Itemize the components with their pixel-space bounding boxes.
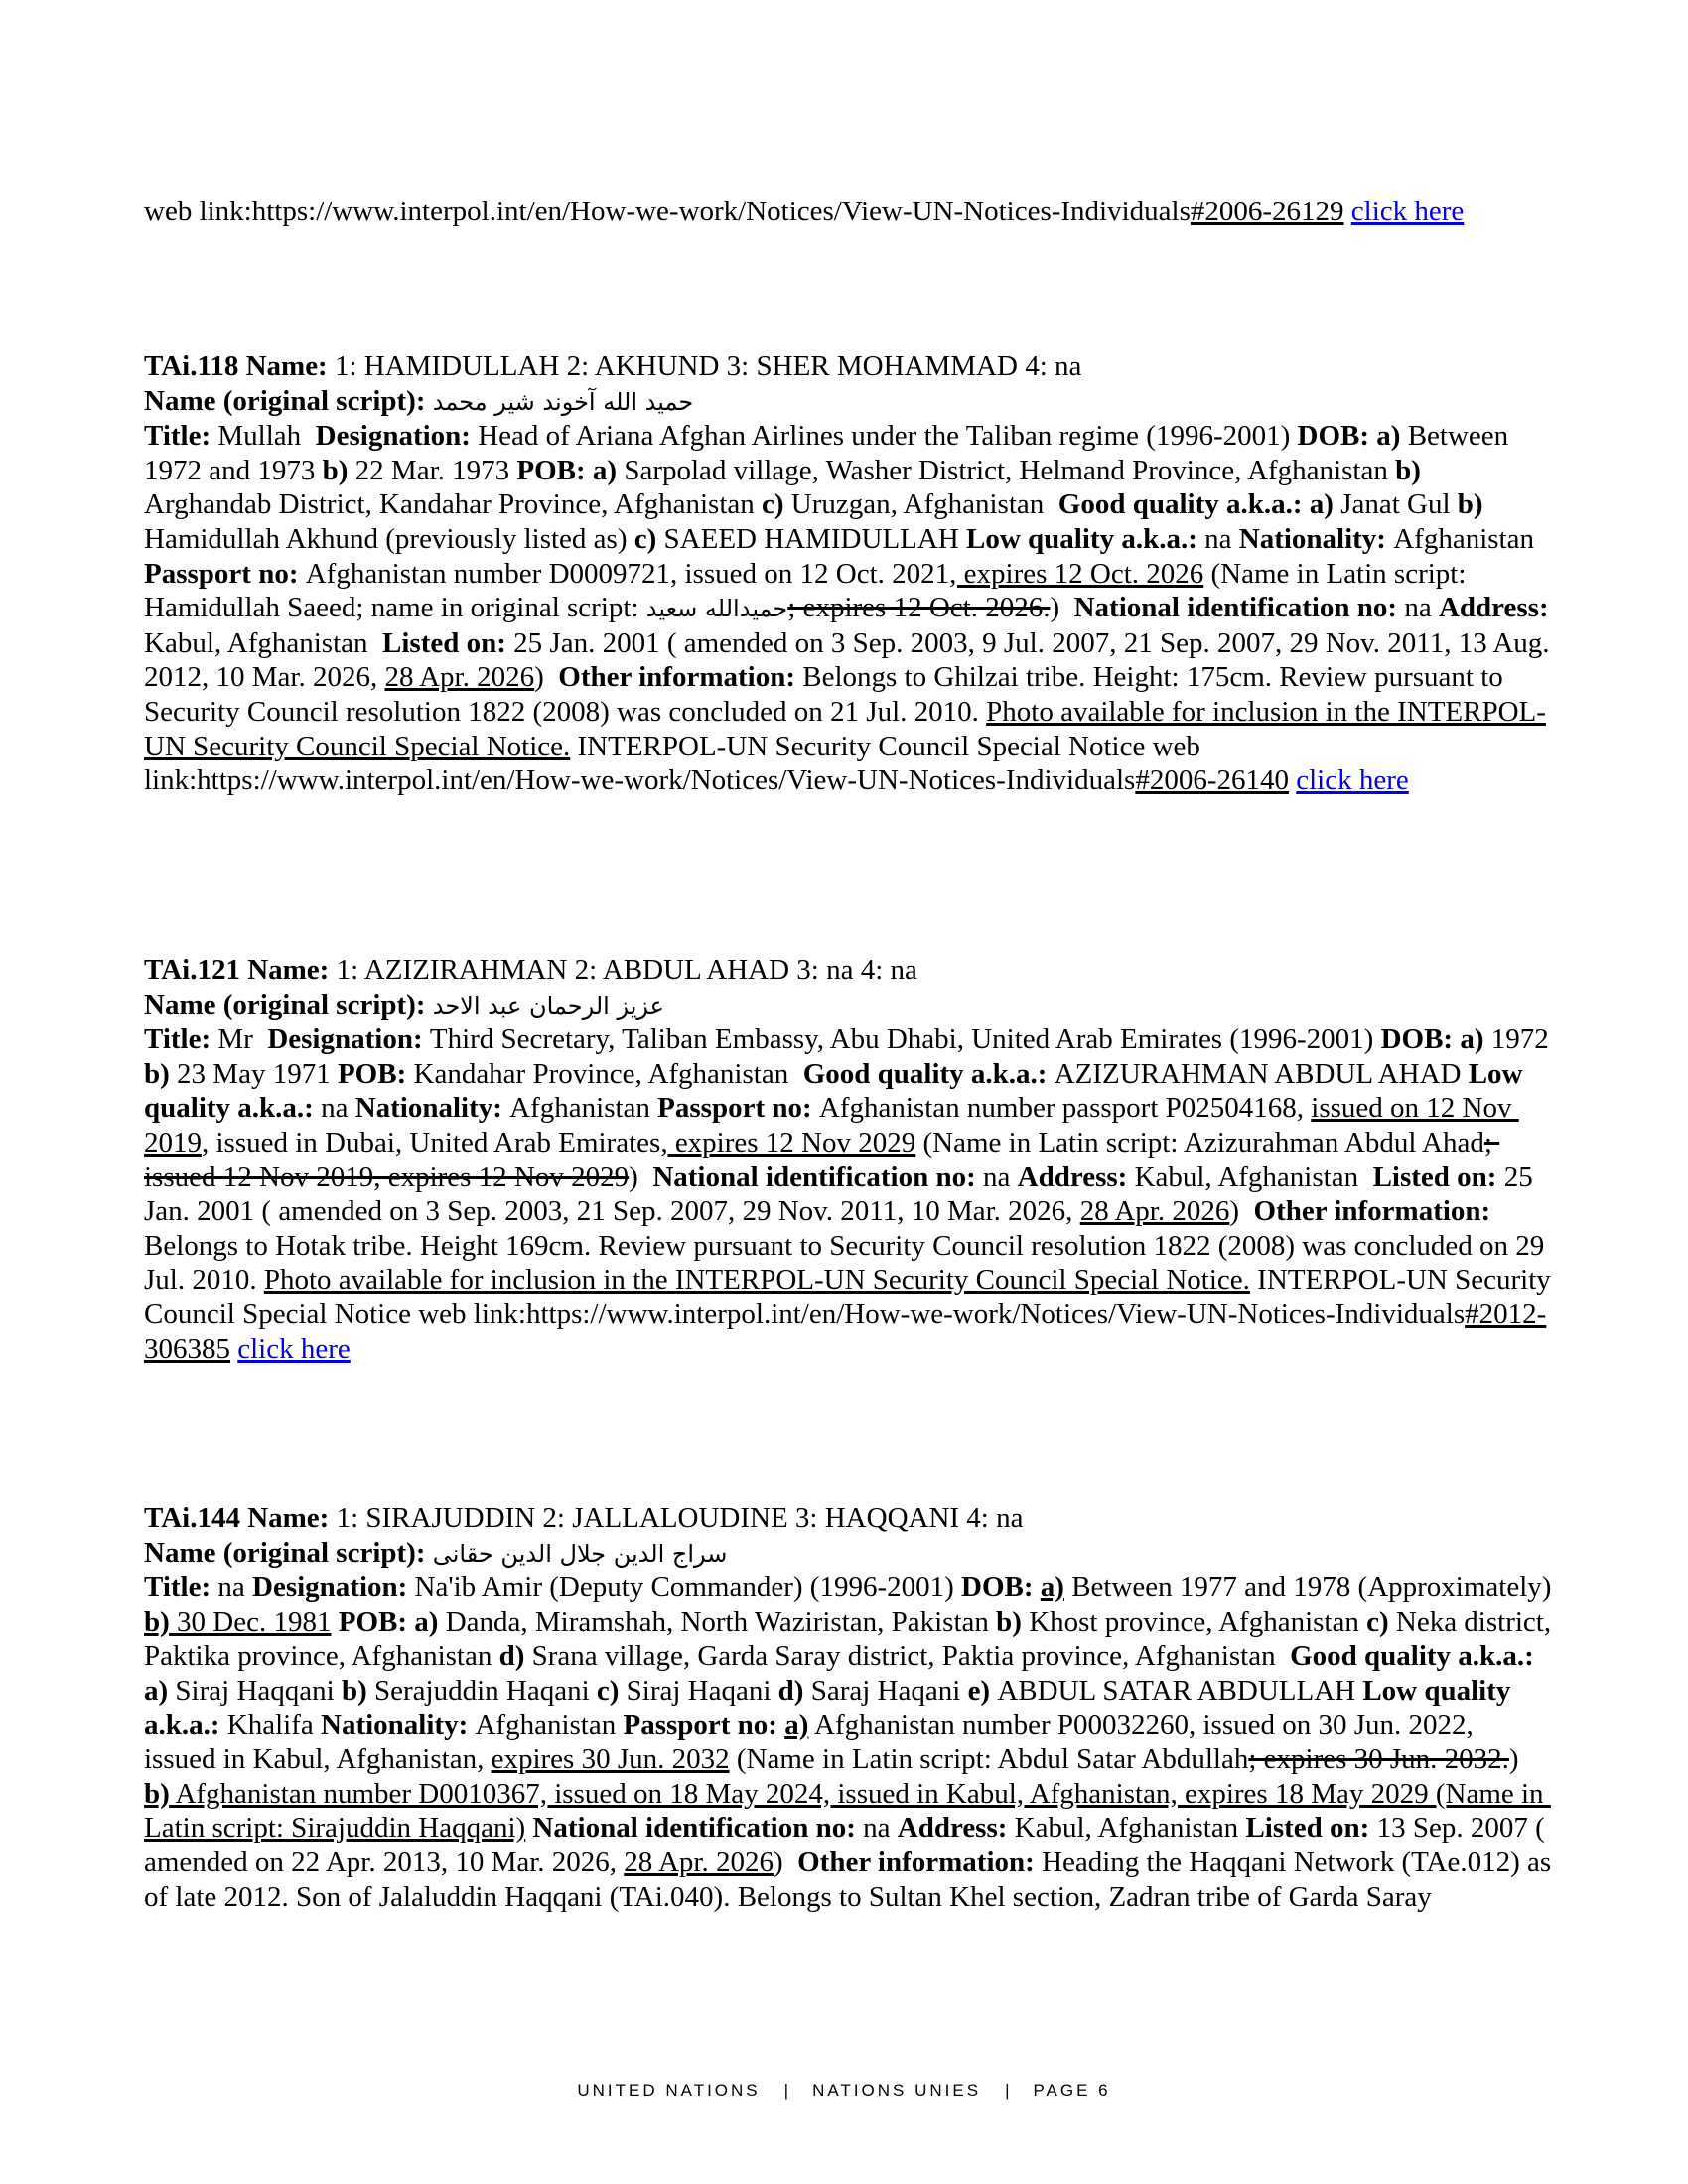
text-run: Address: [897,1812,1015,1844]
text-run: INTERPOL-UN Security Council Special Notice web link:https://www.interpol.int/en/How-we-work/Notices/View-UN-Notices-Individuals [144,1264,1558,1330]
text-run: a) [1040,1571,1064,1604]
click-here-link[interactable]: click here [237,1332,351,1365]
text-run: na [321,1092,355,1125]
text-run: b) [1457,488,1490,521]
text-run: Listed on: [382,626,514,659]
text-run: Name (original script): [144,384,433,417]
arabic-name-text: عزيز الرحمان عبد الاحد [432,991,664,1020]
text-run: b) [144,1605,170,1638]
text-run: Listed on: [1372,1160,1504,1193]
arabic-name-text: حميدالله سعيد [645,595,788,623]
text-run: c) [762,488,791,521]
text-run: Low quality a.k.a.: [144,1057,1530,1125]
text-run: 28 Apr. 2026 [384,661,535,694]
text-run: Good quality a.k.a.: [1057,488,1310,521]
text-run: ABDUL SATAR ABDULLAH [997,1674,1363,1706]
text-run: Kandahar Province, Afghanistan [413,1057,803,1090]
text-run: Between 1972 and 1973 [144,420,1516,486]
text-run: 1: AZIZIRAHMAN 2: ABDUL AHAD 3: na 4: na [336,954,917,986]
text-run: Low quality a.k.a.: [966,522,1205,555]
text-run: Na'ib Amir (Deputy Commander) (1996-2001) [414,1571,962,1604]
text-run: National identification no: [1073,592,1405,624]
text-run: Afghanistan number D0009721, issued on 12 Oct. 2021 [305,557,950,590]
text-run [1344,196,1351,227]
text-run: #2012-306385 [144,1297,1547,1365]
text-run: a) [414,1605,446,1638]
text-run: , expires 12 Nov 2029 [660,1126,916,1159]
text-run: expires 30 Jun. 2032 [491,1743,730,1776]
text-run: a) [1460,1024,1491,1056]
text-run: , expires 12 Oct. 2026 [949,557,1204,590]
text-run: POB: [516,454,593,486]
text-run: Good quality a.k.a.: [802,1057,1055,1090]
click-here-link[interactable]: click here [1350,196,1465,227]
text-run: #2006-26129 [1190,196,1344,227]
text-run: Afghanistan [509,1092,658,1125]
text-run: (Name in Latin script: Azizurahman Abdul Ahad [915,1126,1484,1159]
text-run: 1: HAMIDULLAH 2: AKHUND 3: SHER MOHAMMAD 4: na [334,350,1082,382]
text-run: Siraj Haqqani [175,1674,342,1706]
text-run: Sarpolad village, Washer District, Helmand Province, Afghanistan [624,454,1396,486]
text-run: Head of Ariana Afghan Airlines under the Taliban regime (1996-2001) [478,420,1298,453]
sanctions-entry-tai121 [144,953,1558,1366]
text-run: National identification no: [652,1160,984,1193]
text-run: b) [996,1605,1030,1638]
text-run: na [863,1812,898,1844]
text-run: Nationality: [321,1708,476,1741]
text-run: Title: [144,1024,218,1056]
text-run: a) [592,454,625,486]
intro-continuation-paragraph [144,195,1552,229]
text-run: Other information: [797,1845,1043,1878]
text-run: Designation: [252,1571,415,1604]
text-run: Low quality a.k.a.: [144,1674,1518,1741]
text-run: Between 1977 and 1978 (Approximately) [1063,1571,1559,1604]
arabic-name-text: حميد الله آخوند شير محمد [432,387,694,416]
text-run: d) [498,1640,532,1673]
text-run: b) [1395,454,1429,486]
text-run: na [1204,522,1239,555]
text-run: Passport no: [657,1092,819,1125]
text-run: Title: [144,1571,218,1604]
text-run: 22 Mar. 1973 [354,454,517,486]
text-run: Afghanistan number P00032260, issued on 30 Jun. 2022, issued in Kabul, Afghanistan, [144,1708,1481,1776]
text-run: 1972 [1490,1024,1556,1056]
text-run: Belongs to Hotak tribe. Height 169cm. Review pursuant to Security Council resolution 1822 (2008) was concluded on 29 Jul. 2010. [144,1229,1552,1297]
text-run: Khost province, Afghanistan [1029,1605,1367,1638]
text-run: 25 Jan. 2001 ( amended on 3 Sep. 2003, 9 Jul. 2007, 21 Sep. 2007, 29 Nov. 2011, 13 Aug. 2012, 10 Mar. 2026, [144,626,1557,694]
text-run: SAEED HAMIDULLAH [663,522,967,555]
footer-page-number: PAGE 6 [1033,2081,1111,2100]
text-run: Uruzgan, Afghanistan [790,488,1058,521]
text-run: Designation: [315,420,479,453]
text-run: 25 Jan. 2001 ( amended on 3 Sep. 2003, 21 Sep. 2007, 29 Nov. 2011, 10 Mar. 2026, [144,1160,1540,1228]
text-run: e) [967,1674,998,1706]
text-run: Danda, Miramshah, North Waziristan, Pakistan [445,1605,997,1638]
text-run: Good quality a.k.a.: [1290,1640,1542,1673]
arabic-name-text: سراج الدين جلال الدين حقانى [432,1539,728,1568]
text-run: Afghanistan [1393,522,1542,555]
text-run: ) [534,661,559,694]
text-run: Nationality: [1238,522,1394,555]
text-run: na [983,1160,1018,1193]
text-run: POB: [338,1605,415,1638]
text-run: Photo available for inclusion in the INTERPOL-UN Security Council Special Notice. [263,1264,1250,1297]
text-run: Listed on: [1245,1812,1377,1844]
text-run: TAi.121 Name: [144,954,337,986]
text-run: b) [341,1674,374,1706]
text-run: AZIZURAHMAN ABDUL AHAD [1054,1057,1469,1090]
sanctions-entry-tai118 [144,349,1557,798]
text-run: b) [322,454,355,486]
page-footer [0,2081,1688,2101]
text-run: DOB: [1380,1024,1461,1056]
text-run: Heading the Haqqani Network (TAe.012) as of late 2012. Son of Jalaluddin Haqqani (TAi.040). Belongs to Sultan Khel section, Zadran tribe of Garda Saray [144,1845,1559,1913]
text-run: Afghanistan number passport P02504168, [818,1092,1312,1125]
text-run: Neka district, Paktika province, Afghanistan [144,1605,1559,1673]
text-run: Third Secretary, Taliban Embassy, Abu Dhabi, United Arab Emirates (1996-2001) [429,1024,1381,1056]
text-run: Name (original script): [144,1536,433,1569]
text-run: Belongs to Ghilzai tribe. Height: 175cm. Review pursuant to Security Council resolution 1822 (2008) was concluded on 21 Jul. 2010. [144,661,1511,728]
text-run: , issued in Dubai, United Arab Emirates [202,1126,661,1159]
text-run: Siraj Haqani [626,1674,778,1706]
text-run: web link:https://www.interpol.int/en/How-we-work/Notices/View-UN-Notices-Individuals [144,196,1191,227]
text-run: na [1404,592,1439,624]
text-run: a) [144,1674,176,1706]
text-run: DOB: [961,1571,1041,1604]
text-run: Other information: [558,661,803,694]
text-run: issued on 12 Nov 2019 [144,1092,1519,1159]
text-run: Mullah [217,420,316,453]
text-run: 28 Apr. 2026 [1079,1195,1230,1228]
text-run: POB: [337,1057,414,1090]
footer-separator: | [783,2081,789,2100]
text-run: Khalifa [226,1708,322,1741]
text-run: Nationality: [354,1092,510,1125]
text-run: #2006-26140 [1135,764,1289,797]
footer-separator: | [1005,2081,1010,2100]
text-run: (Name in Latin script: Abdul Satar Abdullah [729,1743,1249,1776]
text-run: a) [1376,420,1408,453]
text-run: Afghanistan [475,1708,624,1741]
text-run: Serajuddin Haqani [373,1674,597,1706]
text-run [331,1606,338,1638]
text-run: Name (original script): [144,988,433,1021]
text-run: c) [596,1674,627,1706]
text-run: ) [629,1160,653,1193]
text-run: ; expires 30 Jun. 2032. [1248,1743,1509,1776]
text-run: Kabul, Afghanistan [144,626,383,659]
footer-org-en: UNITED NATIONS [577,2081,761,2100]
text-run: Passport no: [144,557,306,590]
text-run: Title: [144,420,218,453]
text-run: Janat Gul [1340,488,1458,521]
text-run: Srana village, Garda Saray district, Paktia province, Afghanistan [531,1640,1291,1673]
text-run: Kabul, Afghanistan [1014,1812,1246,1844]
click-here-link[interactable]: click here [1296,764,1409,797]
text-run: a) [1309,488,1341,521]
text-run: TAi.144 Name: [144,1502,337,1534]
text-run: DOB: [1297,420,1377,453]
text-run: ) [1229,1195,1254,1228]
text-run: ; issued 12 Nov 2019, expires 12 Nov 2029 [144,1126,1500,1193]
text-run: Kabul, Afghanistan [1134,1160,1373,1193]
text-run: b) [144,1057,178,1090]
text-run: ) [1050,592,1074,624]
text-run: Address: [1438,592,1556,624]
text-run: Mr [217,1024,268,1056]
text-run: c) [1366,1605,1396,1638]
text-run: Afghanistan number D0010367, issued on 18 May 2024, issued in Kabul, Afghanistan, expires 18 May 2029 (Name in Latin script: Sirajuddin Haqqani) [144,1777,1551,1844]
text-run: Arghandab District, Kandahar Province, Afghanistan [144,488,762,521]
text-run: 30 Dec. 1981 [169,1605,332,1638]
text-run: na [217,1571,252,1604]
text-run: d) [777,1674,811,1706]
text-run: c) [633,522,664,555]
text-run: Passport no: [623,1708,785,1741]
text-run: (Name in Latin script: Hamidullah Saeed; name in original script: [144,557,1474,624]
text-run: Other information: [1253,1195,1498,1228]
text-run: National identification no: [532,1812,864,1844]
text-run: b) [144,1777,170,1810]
text-run: Designation: [267,1024,430,1056]
text-run: 1: SIRAJUDDIN 2: JALLALOUDINE 3: HAQQANI 4: na [336,1502,1024,1534]
text-run: ) [1508,1743,1534,1776]
sanctions-entry-tai144 [144,1501,1559,1914]
footer-org-fr: NATIONS UNIES [812,2081,982,2100]
text-run: 28 Apr. 2026 [624,1845,774,1878]
text-run: ; expires 12 Oct. 2026. [787,592,1051,624]
text-run: INTERPOL-UN Security Council Special Notice web link:https://www.interpol.int/en/How-we-work/Notices/View-UN-Notices-Individuals [144,730,1208,797]
text-run: Address: [1017,1160,1135,1193]
text-run: a) [784,1708,809,1741]
text-run: 23 May 1971 [177,1057,338,1090]
text-run: TAi.118 Name: [144,350,335,382]
text-run: 13 Sep. 2007 ( amended on 22 Apr. 2013, 10 Mar. 2026, [144,1812,1552,1878]
text-run: ) [773,1845,798,1878]
text-run: Saraj Haqani [810,1674,968,1706]
text-run: Hamidullah Akhund (previously listed as) [144,522,634,555]
text-run: Photo available for inclusion in the INTERPOL-UN Security Council Special Notice. [144,695,1546,762]
